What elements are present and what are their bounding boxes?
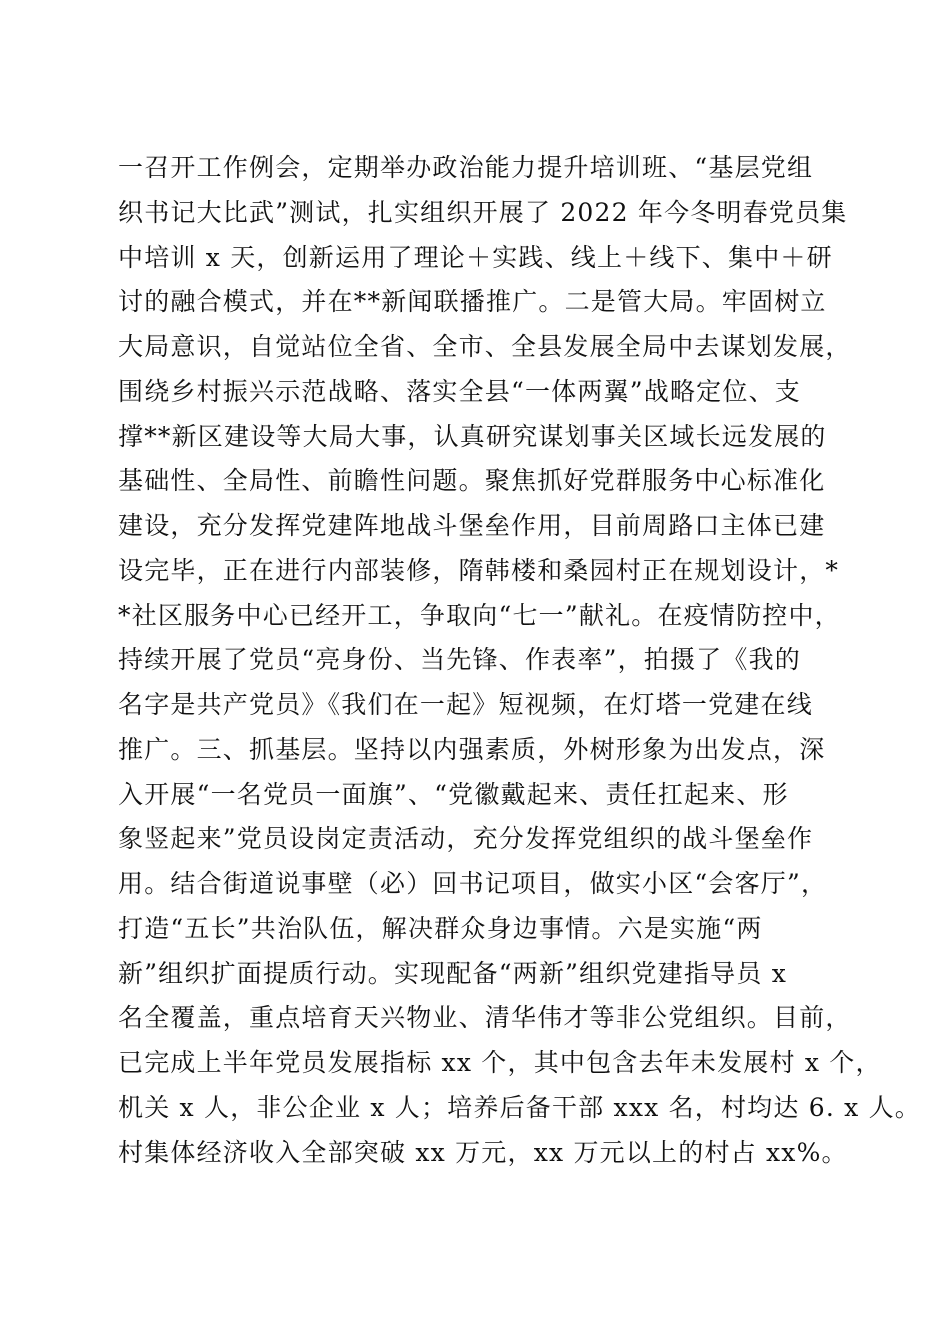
- text-line-13: 名字是共产党员》《我们在一起》短视频，在灯塔一党建在线: [118, 690, 813, 719]
- text-line-6: 围绕乡村振兴示范战略、落实全县“一体两翼”战略定位、支: [118, 376, 801, 406]
- text-line-10: 设完毕，正在进行内部装修，隋韩楼和桑园村正在规划设计，*: [118, 555, 840, 585]
- text-line-15: 入开展“一名党员一面旗”、“党徽戴起来、责任扛起来、形: [118, 779, 789, 809]
- text-line-18: 打造“五长”共治队伍，解决群众身边事情。六是实施“两: [118, 913, 763, 943]
- text-line-1: 一召开工作例会，定期举办政治能力提升培训班、“基层党组: [118, 153, 814, 182]
- text-line-20: 名全覆盖，重点培育天兴物业、清华伟才等非公党组织。目前，: [118, 1003, 852, 1033]
- text-line-9: 建设，充分发挥党建阵地战斗堡垒作用，目前周路口主体已建: [118, 511, 826, 540]
- text-line-4: 讨的融合模式，并在**新闻联播推广。二是管大局。牢固树立: [118, 287, 827, 317]
- text-line-21: 已完成上半年党员发展指标 xx 个，其中包含去年未发展村 x 个，: [118, 1048, 882, 1077]
- text-line-16: 象竖起来”党员设岗定责活动，充分发挥党组织的战斗堡垒作: [118, 824, 814, 854]
- body-paragraph: [118, 146, 921, 1175]
- text-line-17: 用。结合街道说事壁（必）回书记项目，做实小区“会客厅”，: [118, 869, 828, 898]
- text-line-5: 大局意识，自觉站位全省、全市、全县发展全局中去谋划发展，: [118, 332, 852, 361]
- text-line-11: *社区服务中心已经开工，争取向“七一”献礼。在疫情防控中，: [118, 600, 841, 630]
- text-line-12: 持续开展了党员“亮身份、当先锋、作表率”，拍摄了《我的: [118, 645, 801, 675]
- text-line-7: 撑**新区建设等大局大事，认真研究谋划事关区域长远发展的: [118, 421, 827, 451]
- text-line-8: 基础性、全局性、前瞻性问题。聚焦抓好党群服务中心标准化: [118, 466, 826, 496]
- text-line-19: 新”组织扩面提质行动。实现配备“两新”组织党建指导员 x: [118, 958, 787, 988]
- text-line-3: 中培训 x 天，创新运用了理论＋实践、线上＋线下、集中＋研: [118, 242, 833, 272]
- text-line-22: 机关 x 人，非公企业 x 人；培养后备干部 xxx 名，村均达 6. x 人。: [118, 1092, 921, 1122]
- text-line-2: 织书记大比武”测试，扎实组织开展了 2022 年今冬明春党员集: [118, 197, 848, 227]
- text-line-23: 村集体经济收入全部突破 xx 万元，xx 万元以上的村占 xx%。: [118, 1137, 848, 1167]
- text-line-14: 推广。三、抓基层。坚持以内强素质，外树形象为出发点，深: [118, 734, 826, 764]
